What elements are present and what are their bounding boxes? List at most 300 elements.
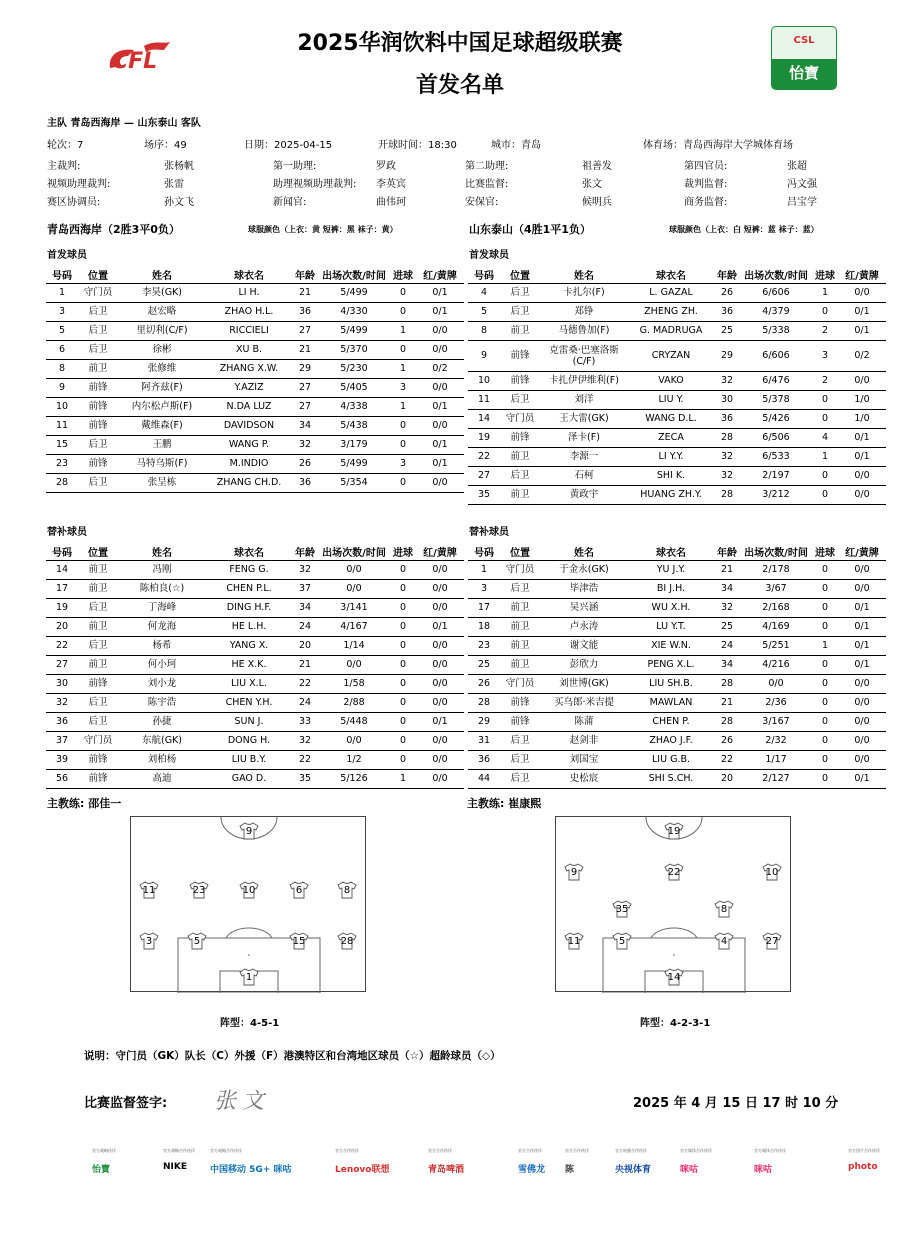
table-cell: 阿齐兹(F) [118,378,206,397]
table-row [468,579,886,598]
table-cell: 后卫 [500,283,540,302]
table-row [46,454,464,473]
table-cell: 26 [714,283,740,302]
sponsor-caption: 官方合作伙伴 [428,1148,452,1153]
table-cell: SHI S.CH. [628,769,714,788]
jersey-number: 11 [142,885,156,896]
sponsor-logo-text: 陈 [565,1165,575,1175]
table-cell: 0 [390,655,416,674]
table-row [46,283,464,302]
table-cell: XU B. [206,340,292,359]
table-cell: 0/0 [838,466,886,485]
jersey-number: 1 [245,972,253,983]
sponsor-caption: 官方战略伙伴 [92,1148,116,1153]
table-cell: 3 [390,454,416,473]
table-cell: 0/0 [838,712,886,731]
table-cell: 克雷桑·巴塞洛斯(C/F) [540,340,628,371]
table-row [468,466,886,485]
table-cell: CHEN Y.H. [206,693,292,712]
table-cell: 33 [292,712,318,731]
column-header: 位置 [78,266,118,283]
table-cell: 1 [812,636,838,655]
table-cell: 0/1 [416,617,464,636]
table-row [468,769,886,788]
table-cell: 0/0 [416,693,464,712]
table-cell: 0/0 [416,731,464,750]
table-row [46,435,464,454]
table-cell: HUANG ZH.Y. [628,485,714,504]
table-cell: 0 [390,617,416,636]
sponsor-logo-text: Lenovo联想 [335,1165,390,1175]
table-cell: 20 [292,636,318,655]
table-cell: 25 [714,617,740,636]
table-cell: 29 [292,359,318,378]
home-formation-label: 阵型：4-5-1 [220,1018,280,1029]
sponsor-caption: 官方媒体合作伙伴 [680,1148,712,1153]
table-cell: 26 [292,454,318,473]
column-header: 球衣名 [206,543,292,560]
table-cell: 0 [390,636,416,655]
table-cell: 0/0 [838,371,886,390]
table-cell: 20 [714,769,740,788]
table-cell: 18 [468,617,500,636]
table-cell: 1 [46,283,78,302]
table-cell: 3 [468,579,500,598]
table-cell: CRYZAN [628,340,714,371]
table-cell: 石柯 [540,466,628,485]
away-starters-table [468,266,886,505]
table-cell: 23 [46,454,78,473]
table-cell: 3 [812,340,838,371]
table-cell: 2/32 [740,731,812,750]
table-cell: 0/0 [416,416,464,435]
table-cell: ZECA [628,428,714,447]
table-cell: 0/1 [838,769,886,788]
table-cell: 0 [390,473,416,492]
pitch-lines [556,817,792,993]
table-row [46,750,464,769]
home-team-colors: 球服颜色（上衣：黄 短裤：黑 袜子：黄） [248,225,398,234]
player-jersey-icon [139,881,159,899]
page-title: 2025华润饮料中国足球超级联赛 [297,31,623,56]
column-header: 姓名 [540,543,628,560]
column-header: 红/黄牌 [416,266,464,283]
player-jersey-icon [714,932,734,950]
away-subs-label: 替补球员 [469,527,509,538]
table-cell: 28 [468,693,500,712]
table-cell: GAO D. [206,769,292,788]
table-cell: 4/216 [740,655,812,674]
table-cell: 11 [46,416,78,435]
table-cell: 0/0 [318,731,390,750]
table-cell: LIU SH.B. [628,674,714,693]
table-cell: 30 [714,390,740,409]
table-cell: 马德鲁加(F) [540,321,628,340]
player-jersey-icon [289,881,309,899]
table-cell: 0/0 [416,321,464,340]
table-cell: ZHAO H.L. [206,302,292,321]
jersey-number: 8 [720,904,728,915]
table-cell: 后卫 [78,636,118,655]
table-cell: Y.AZIZ [206,378,292,397]
player-jersey-icon [612,900,632,918]
table-cell: 32 [714,466,740,485]
table-row [468,302,886,321]
table-cell: WANG D.L. [628,409,714,428]
table-cell: 0/0 [416,340,464,359]
column-header: 进球 [390,266,416,283]
table-cell: 0 [812,655,838,674]
table-cell: 卡扎伊伊维利(F) [540,371,628,390]
sponsor-caption: 官方合作伙伴 [335,1148,359,1153]
table-row [468,731,886,750]
table-cell: 0 [812,302,838,321]
player-jersey-icon [664,822,684,840]
table-cell: 5/426 [740,409,812,428]
table-cell: 前卫 [500,447,540,466]
table-cell: 1 [812,447,838,466]
sponsor-logo-text: 央视体育 [615,1165,652,1175]
table-cell: 0/0 [838,750,886,769]
table-cell: L. GAZAL [628,283,714,302]
table-cell: 36 [292,473,318,492]
table-cell: 3/141 [318,598,390,617]
table-cell: 30 [46,674,78,693]
player-jersey-icon [189,881,209,899]
column-header: 号码 [46,266,78,283]
jersey-number: 4 [720,936,728,947]
sponsor-caption: 官方合作伙伴 [518,1148,542,1153]
table-cell: 3/179 [318,435,390,454]
table-cell: 22 [714,750,740,769]
table-cell: 34 [292,416,318,435]
table-cell: 2 [812,371,838,390]
table-cell: 0/0 [318,655,390,674]
table-cell: 21 [292,283,318,302]
home-team-name: 青岛西海岸（2胜3平0负） [47,223,180,236]
table-cell: 0/2 [416,359,464,378]
away-team-colors: 球服颜色（上衣：白 短裤：蓝 袜子：蓝） [669,225,819,234]
table-cell: 于金永(GK) [540,560,628,579]
table-cell: 4/169 [740,617,812,636]
table-cell: 后卫 [500,731,540,750]
table-cell: 0/1 [838,321,886,340]
table-cell: 5/499 [318,283,390,302]
player-jersey-icon [664,863,684,881]
table-cell: 5/126 [318,769,390,788]
svg-text:CFL: CFL [112,49,158,74]
column-header: 位置 [78,543,118,560]
table-cell: 32 [714,598,740,617]
table-cell: 前锋 [500,712,540,731]
table-cell: 后卫 [78,473,118,492]
kickoff-label: 开球时间：18:30 [378,140,457,151]
table-cell: G. MADRUGA [628,321,714,340]
table-cell: 陈蒲 [540,712,628,731]
table-cell: 17 [468,598,500,617]
table-row [468,283,886,302]
table-cell: 0 [812,750,838,769]
table-cell: 0/0 [416,655,464,674]
table-cell: 5/405 [318,378,390,397]
table-cell: 0 [390,283,416,302]
sponsor-caption: 官方战略合作伙伴 [163,1148,195,1153]
table-cell: YANG X. [206,636,292,655]
table-cell: 27 [46,655,78,674]
table-cell: 0/1 [838,617,886,636]
table-cell: 张呈栋 [118,473,206,492]
table-cell: 29 [714,340,740,371]
table-cell: 2/168 [740,598,812,617]
table-cell: 24 [292,617,318,636]
table-cell: 32 [714,371,740,390]
table-cell: 0 [390,302,416,321]
round-label: 轮次：7 [47,140,84,151]
sponsor-caption: 官方图片合作伙伴 [848,1148,880,1153]
table-cell: 14 [46,560,78,579]
sponsor-logo-text: 咪咕 [754,1165,773,1175]
table-cell: 前锋 [78,378,118,397]
column-header: 出场次数/时间 [318,543,390,560]
table-row [468,617,886,636]
table-cell: 4/338 [318,397,390,416]
table-cell: 买乌郎·米吉提 [540,693,628,712]
table-cell: 0/0 [318,560,390,579]
table-cell: 前锋 [500,371,540,390]
table-cell: WANG P. [206,435,292,454]
table-cell: 后卫 [500,769,540,788]
table-cell: 0 [390,731,416,750]
table-cell: HE X.K. [206,655,292,674]
table-cell: LI Y.Y. [628,447,714,466]
player-jersey-icon [564,932,584,950]
table-cell: 5/438 [318,416,390,435]
table-cell: 0/1 [838,447,886,466]
jersey-number: 8 [343,885,351,896]
column-header: 进球 [812,543,838,560]
table-cell: 0/1 [416,397,464,416]
table-cell: 9 [468,340,500,371]
table-cell: 后卫 [500,390,540,409]
table-cell: MAWLAN [628,693,714,712]
jersey-number: 19 [667,826,681,837]
table-cell: 0/0 [838,731,886,750]
table-cell: 0 [390,560,416,579]
table-cell: 1 [390,769,416,788]
table-cell: ZHAO J.F. [628,731,714,750]
table-cell: 5/230 [318,359,390,378]
table-row [468,655,886,674]
table-cell: 5 [46,321,78,340]
column-header: 球衣名 [206,266,292,283]
table-cell: 徐彬 [118,340,206,359]
table-cell: 31 [468,731,500,750]
table-cell: 后卫 [78,435,118,454]
table-row [468,371,886,390]
table-cell: 杨希 [118,636,206,655]
player-jersey-icon [337,932,357,950]
table-cell: 0 [390,579,416,598]
table-cell: N.DA LUZ [206,397,292,416]
table-cell: 前卫 [500,598,540,617]
table-cell: 21 [714,560,740,579]
table-cell: 29 [468,712,500,731]
table-cell: 5/499 [318,321,390,340]
table-cell: 27 [292,397,318,416]
column-header: 姓名 [118,266,206,283]
table-cell: 后卫 [78,321,118,340]
table-row [468,750,886,769]
player-jersey-icon [664,968,684,986]
table-cell: 2/127 [740,769,812,788]
home-subs-label: 替补球员 [47,527,87,538]
table-row [468,636,886,655]
table-cell: 戴维森(F) [118,416,206,435]
table-cell: 丁海峰 [118,598,206,617]
table-cell: 0 [812,579,838,598]
table-cell: 0 [812,674,838,693]
table-row [46,731,464,750]
table-cell: 17 [46,579,78,598]
table-cell: 刘世博(GK) [540,674,628,693]
table-row [46,693,464,712]
table-row [468,693,886,712]
table-cell: 24 [714,636,740,655]
table-cell: 3 [390,378,416,397]
table-row [46,769,464,788]
table-cell: BI J.H. [628,579,714,598]
table-cell: CHEN P. [628,712,714,731]
table-row [46,617,464,636]
player-jersey-icon [762,932,782,950]
table-cell: 36 [468,750,500,769]
table-cell: CHEN P.L. [206,579,292,598]
table-cell: 刘柏杨 [118,750,206,769]
table-cell: 28 [714,428,740,447]
table-cell: 1 [390,359,416,378]
table-cell: 后卫 [500,466,540,485]
table-cell: 0 [390,416,416,435]
table-cell: 守门员 [500,560,540,579]
table-cell: 0 [812,712,838,731]
table-cell: 0/0 [416,560,464,579]
table-cell: 4 [468,283,500,302]
away-coach: 主教练: 崔康熙 [467,797,542,810]
table-cell: 0/0 [416,636,464,655]
table-cell: 5/378 [740,390,812,409]
table-row [468,560,886,579]
table-cell: 0 [812,731,838,750]
table-cell: 2/88 [318,693,390,712]
sponsor-caption: 官方合作伙伴 [565,1148,589,1153]
table-cell: 2/197 [740,466,812,485]
table-cell: 1/58 [318,674,390,693]
player-jersey-icon [239,881,259,899]
table-row [46,473,464,492]
table-cell: 毕津浩 [540,579,628,598]
table-row [468,485,886,504]
table-cell: 28 [46,473,78,492]
table-cell: 后卫 [78,693,118,712]
table-cell: 0/1 [416,302,464,321]
table-cell: 22 [292,750,318,769]
table-row [46,674,464,693]
table-cell: 刘国宝 [540,750,628,769]
table-cell: 8 [468,321,500,340]
table-cell: 后卫 [78,712,118,731]
jersey-number: 5 [193,936,201,947]
table-cell: 6/606 [740,340,812,371]
table-cell: 22 [46,636,78,655]
jersey-number: 28 [340,936,354,947]
column-header: 红/黄牌 [838,543,886,560]
table-row [468,598,886,617]
sponsor-logo-text: photo [848,1162,878,1172]
table-row [46,579,464,598]
table-cell: 6/476 [740,371,812,390]
table-cell: 后卫 [500,579,540,598]
away-formation-pitch [555,816,791,992]
table-cell: 郑铮 [540,302,628,321]
column-header: 红/黄牌 [416,543,464,560]
table-cell: 泽卡(F) [540,428,628,447]
table-cell: 前锋 [78,674,118,693]
table-cell: 马特乌斯(F) [118,454,206,473]
jersey-number: 6 [295,885,303,896]
table-cell: 前锋 [78,769,118,788]
player-jersey-icon [337,881,357,899]
table-cell: 36 [714,409,740,428]
away-subs-table [468,543,886,789]
table-cell: ZHENG ZH. [628,302,714,321]
column-header: 进球 [812,266,838,283]
table-cell: 0 [390,435,416,454]
table-cell: DAVIDSON [206,416,292,435]
table-cell: 32 [292,731,318,750]
table-cell: 2 [812,321,838,340]
table-cell: 19 [46,598,78,617]
table-cell: LIU G.B. [628,750,714,769]
table-cell: 34 [714,655,740,674]
table-cell: 1/2 [318,750,390,769]
away-team-name: 山东泰山（4胜1平1负） [469,223,591,236]
table-cell: 前卫 [500,655,540,674]
table-cell: 陈柏良(☆) [118,579,206,598]
table-row [46,397,464,416]
home-starters-label: 首发球员 [47,250,87,261]
table-cell: 5/499 [318,454,390,473]
jersey-number: 35 [615,904,629,915]
table-cell: 39 [46,750,78,769]
sponsor-logo-text: 怡寶 [92,1165,111,1175]
table-cell: 高迪 [118,769,206,788]
table-cell: 34 [292,598,318,617]
table-cell: 前卫 [78,655,118,674]
table-cell: 0/0 [416,378,464,397]
table-cell: 5/448 [318,712,390,731]
table-cell: 0 [390,340,416,359]
table-cell: 22 [468,447,500,466]
table-row [468,428,886,447]
table-cell: 0/0 [416,750,464,769]
table-cell: 刘洋 [540,390,628,409]
table-cell: 3 [46,302,78,321]
table-cell: 26 [468,674,500,693]
table-cell: 28 [714,485,740,504]
table-row [468,321,886,340]
table-cell: LI H. [206,283,292,302]
table-cell: 5/338 [740,321,812,340]
